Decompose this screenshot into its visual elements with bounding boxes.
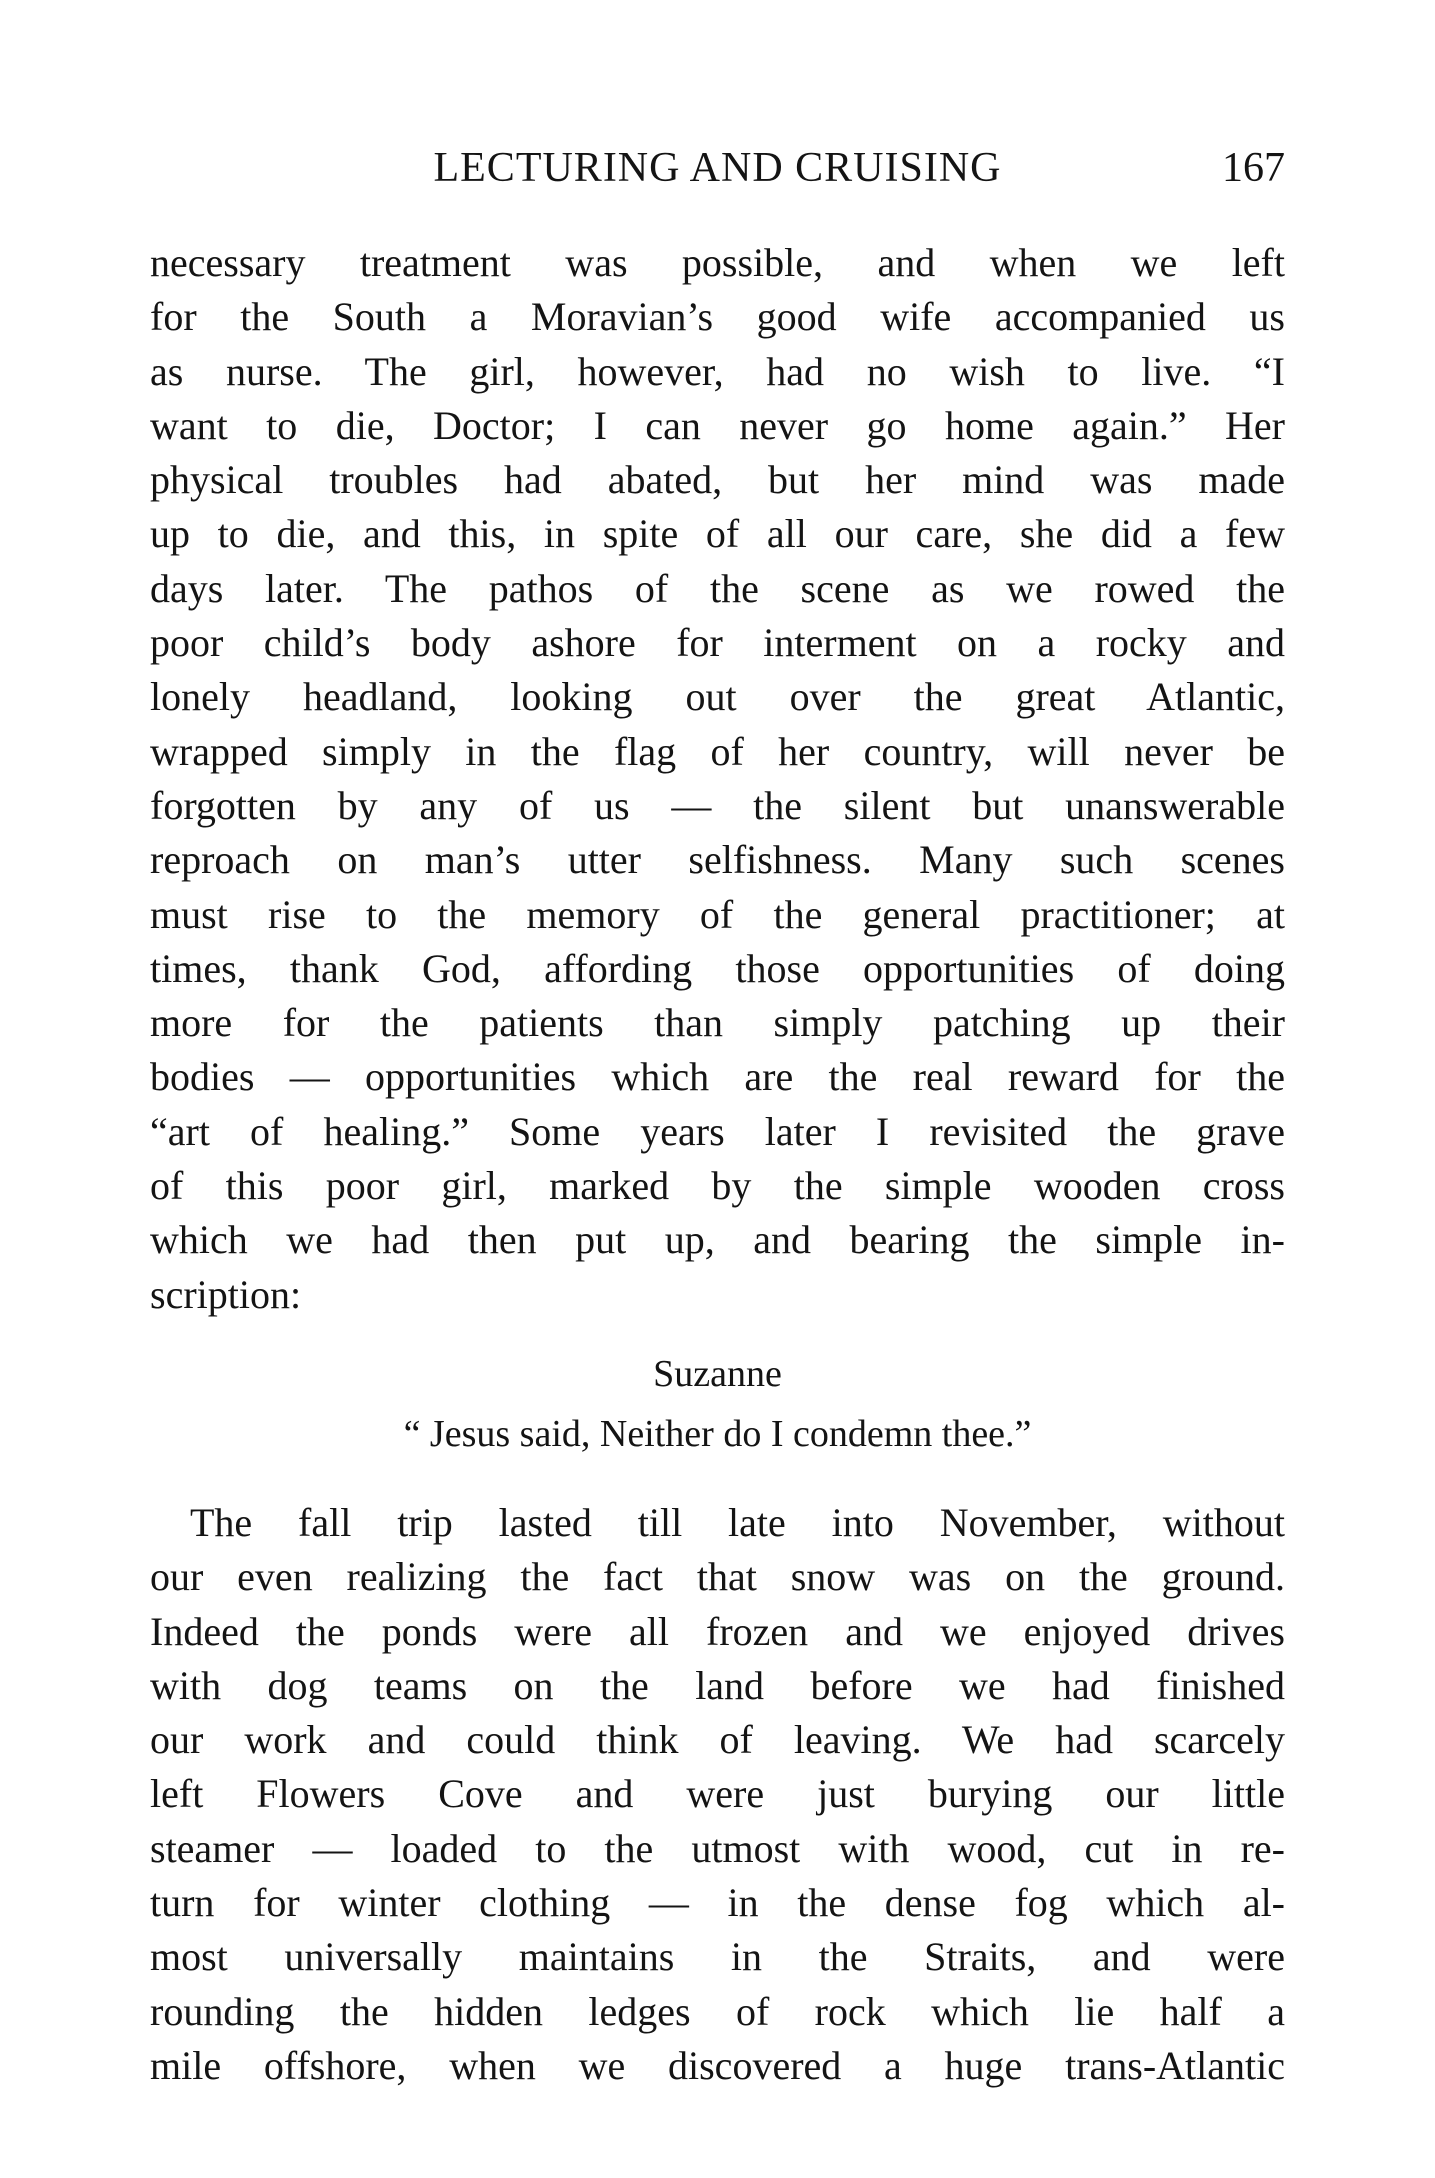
- text-line: forgotten by any of us — the silent but unanswerable: [150, 782, 1285, 828]
- text-line: up to die, and this, in spite of all our care, she did a few: [150, 511, 1285, 557]
- text-line: lonely headland, looking out over the great Atlantic,: [150, 674, 1285, 720]
- text-line: which we had then put up, and bearing the simple in-: [150, 1217, 1285, 1263]
- running-header: [150, 138, 1285, 198]
- text-line: wrapped simply in the flag of her country, will never be: [150, 728, 1285, 774]
- text-line: days later. The pathos of the scene as we rowed the: [150, 565, 1285, 611]
- text-line: bodies — opportunities which are the real reward for the: [150, 1054, 1285, 1100]
- page-number: 167: [1222, 145, 1285, 191]
- text-line: mile offshore, when we discovered a huge trans-Atlantic: [150, 2042, 1285, 2088]
- paragraph-1: [150, 236, 1285, 1322]
- chapter-title: LECTURING AND CRUISING: [433, 145, 1002, 191]
- text-line: scription:: [150, 1271, 302, 1317]
- text-line: physical troubles had abated, but her mind was made: [150, 457, 1285, 503]
- text-line: for the South a Moravian’s good wife accompanied us: [150, 294, 1285, 340]
- text-line: turn for winter clothing — in the dense fog which al-: [150, 1880, 1285, 1926]
- text-line: most universally maintains in the Straits, and were: [150, 1934, 1285, 1980]
- text-line: with dog teams on the land before we had finished: [150, 1662, 1285, 1708]
- text-line: as nurse. The girl, however, had no wish to live. “I: [150, 348, 1285, 394]
- text-line: of this poor girl, marked by the simple wooden cross: [150, 1163, 1285, 1209]
- inscription-name: Suzanne: [653, 1353, 782, 1395]
- text-line: rounding the hidden ledges of rock which lie half a: [150, 1988, 1285, 2034]
- text-line: reproach on man’s utter selfishness. Many such scenes: [150, 837, 1285, 883]
- text-line: left Flowers Cove and were just burying our little: [150, 1771, 1285, 1817]
- text-line: “art of healing.” Some years later I revisited the grave: [150, 1108, 1285, 1154]
- paragraph-2: [150, 1496, 1285, 2093]
- text-line: our even realizing the fact that snow was on the ground.: [150, 1554, 1285, 1600]
- inscription-quote: “ Jesus said, Neither do I condemn thee.”: [403, 1413, 1032, 1455]
- text-line: more for the patients than simply patching up their: [150, 1000, 1285, 1046]
- text-line: our work and could think of leaving. We had scarcely: [150, 1717, 1285, 1763]
- text-line: times, thank God, affording those opportunities of doing: [150, 945, 1285, 991]
- text-line: want to die, Doctor; I can never go home again.” Her: [150, 402, 1285, 448]
- text-line: Indeed the ponds were all frozen and we enjoyed drives: [150, 1608, 1285, 1654]
- text-line: steamer — loaded to the utmost with wood, cut in re-: [150, 1825, 1285, 1871]
- text-line: must rise to the memory of the general practitioner; at: [150, 891, 1285, 937]
- text-line: necessary treatment was possible, and when we left: [150, 240, 1285, 285]
- text-line: poor child’s body ashore for interment on a rocky and: [150, 620, 1285, 666]
- text-line: The fall trip lasted till late into November, without: [190, 1500, 1285, 1545]
